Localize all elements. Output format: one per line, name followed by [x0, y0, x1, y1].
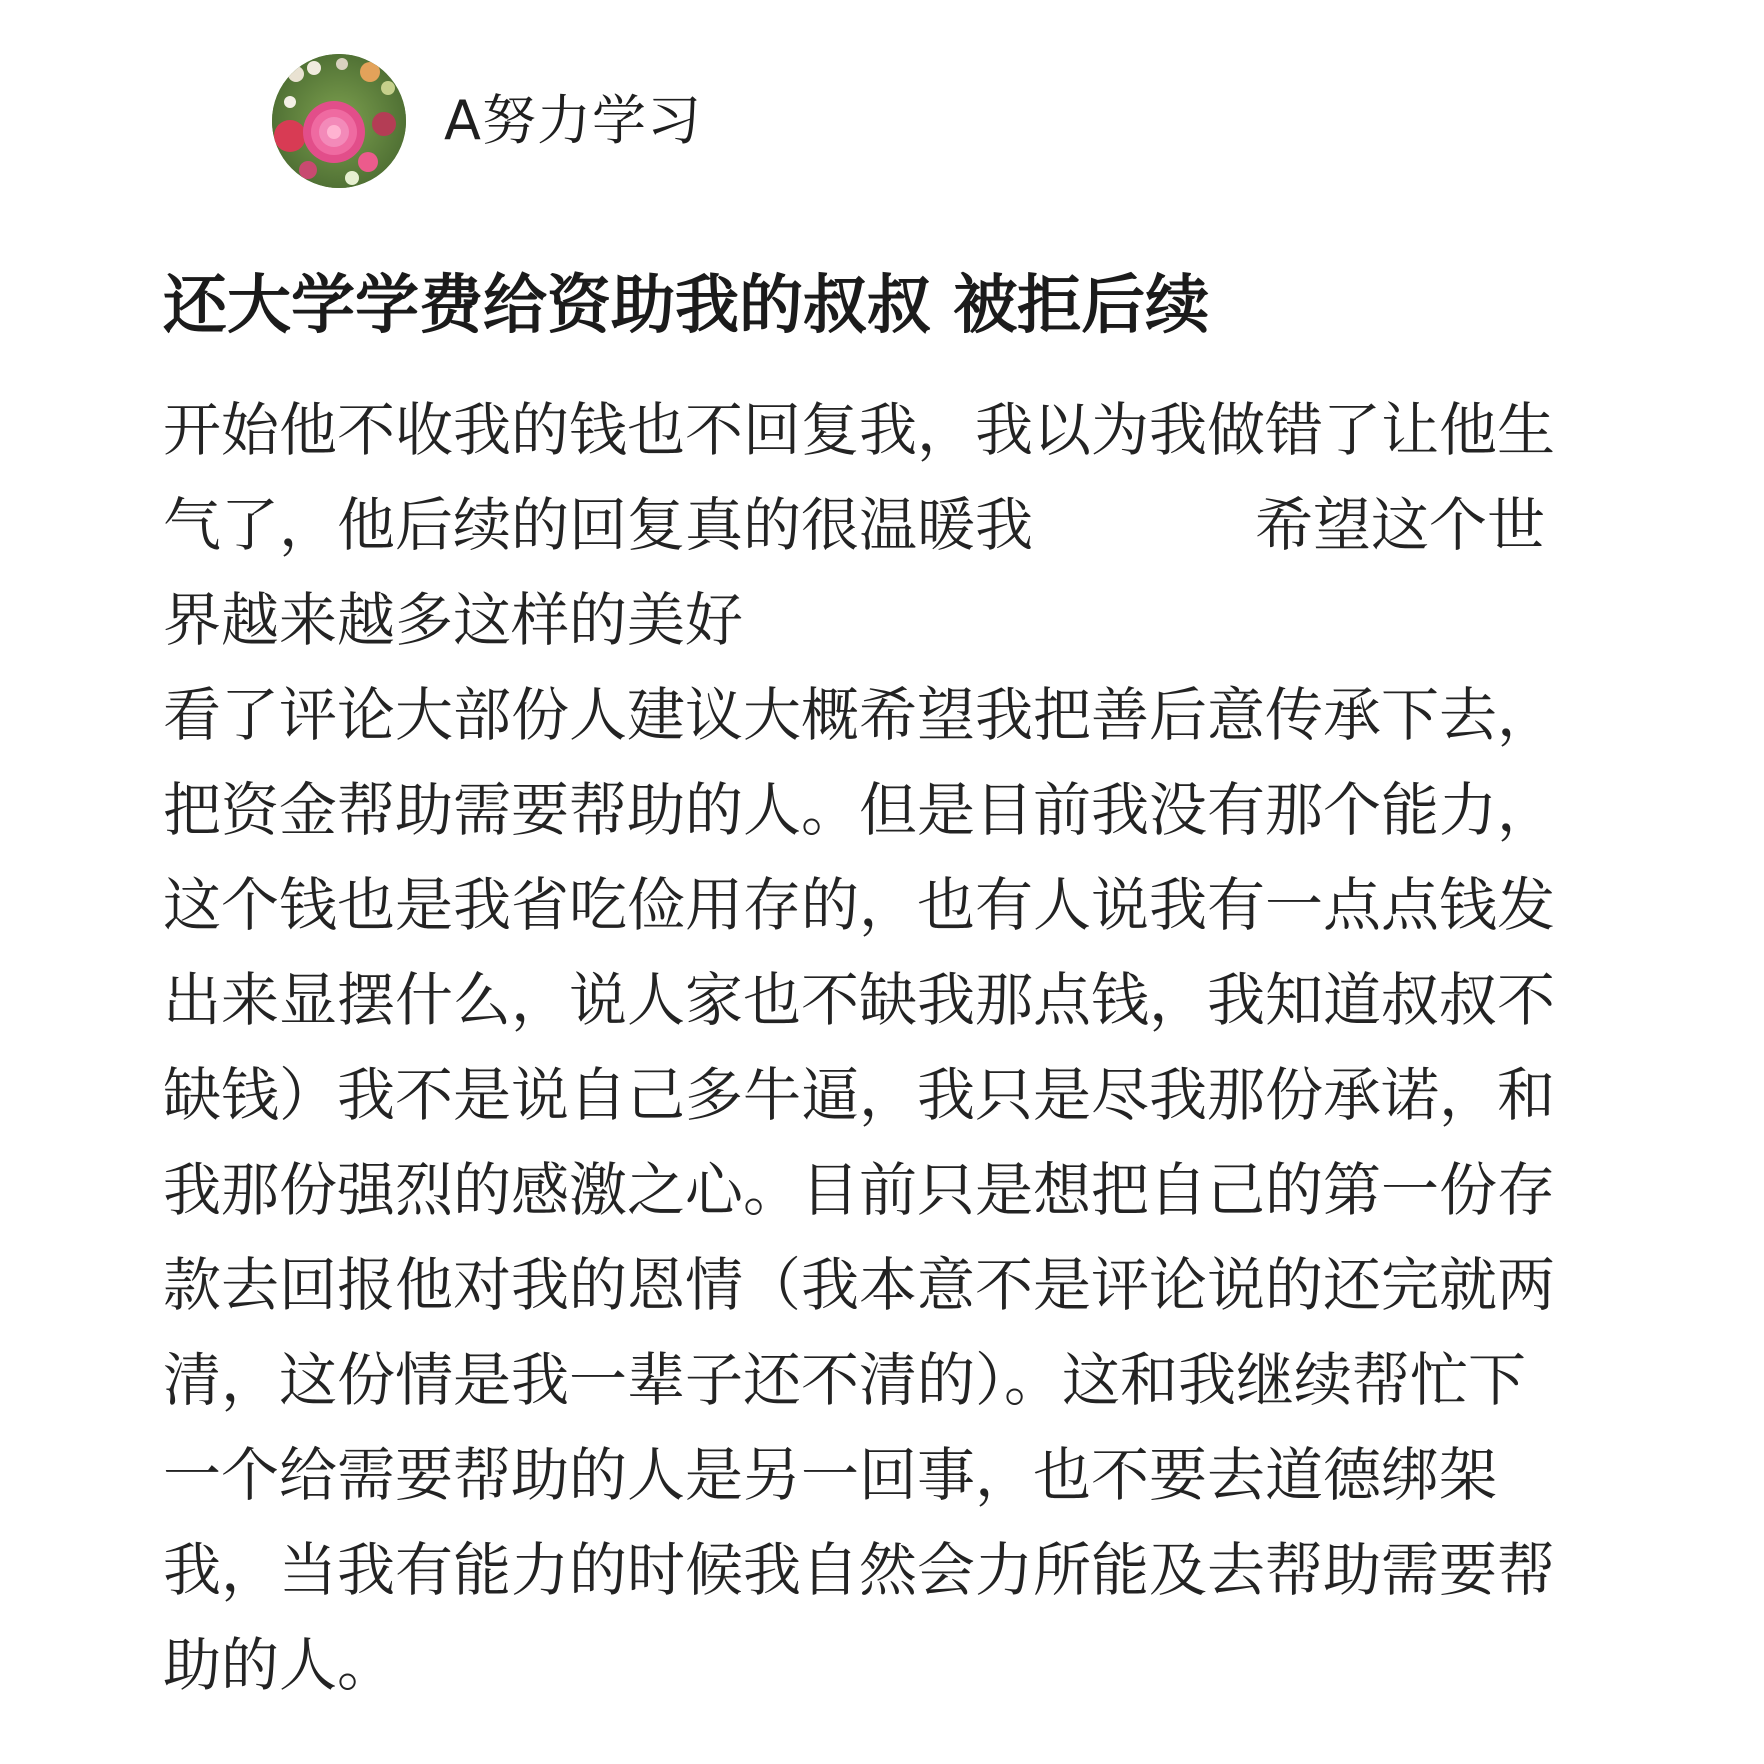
body-line: 界越来越多这样的美好 — [163, 586, 744, 654]
avatar[interactable] — [272, 54, 406, 188]
body-line: 把资金帮助需要帮助的人。但是目前我没有那个能力， — [163, 776, 1556, 844]
body-line: 清，这份情是我一辈子还不清的）。这和我继续帮忙下 — [163, 1346, 1527, 1414]
body-line: 我，当我有能力的时候我自然会力所能及去帮助需要帮 — [163, 1536, 1556, 1604]
body-line: 一个给需要帮助的人是另一回事，也不要去道德绑架 — [163, 1441, 1498, 1509]
post-body — [163, 383, 1623, 1713]
author-name[interactable]: A努力学习 — [444, 89, 702, 152]
body-text: 气了，他后续的回复真的很温暖我 — [163, 491, 1034, 559]
author-header[interactable] — [272, 54, 702, 188]
body-line — [163, 478, 1623, 573]
body-line: 款去回报他对我的恩情（我本意不是评论说的还完就两 — [163, 1251, 1556, 1319]
body-line: 开始他不收我的钱也不回复我，我以为我做错了让他生 — [163, 396, 1556, 464]
body-line: 这个钱也是我省吃俭用存的，也有人说我有一点点钱发 — [163, 871, 1556, 939]
body-text: 希望这个世 — [1255, 491, 1546, 559]
body-line: 缺钱）我不是说自己多牛逼，我只是尽我那份承诺，和 — [163, 1061, 1556, 1129]
body-line: 助的人。 — [163, 1631, 396, 1699]
body-line: 出来显摆什么，说人家也不缺我那点钱，我知道叔叔不 — [163, 966, 1556, 1034]
body-line: 看了评论大部份人建议大概希望我把善后意传承下去， — [163, 681, 1556, 749]
body-line: 我那份强烈的感激之心。目前只是想把自己的第一份存 — [163, 1156, 1556, 1224]
flower-avatar-icon — [272, 54, 406, 188]
post-title: 还大学学费给资助我的叔叔 被拒后续 — [163, 269, 1210, 343]
